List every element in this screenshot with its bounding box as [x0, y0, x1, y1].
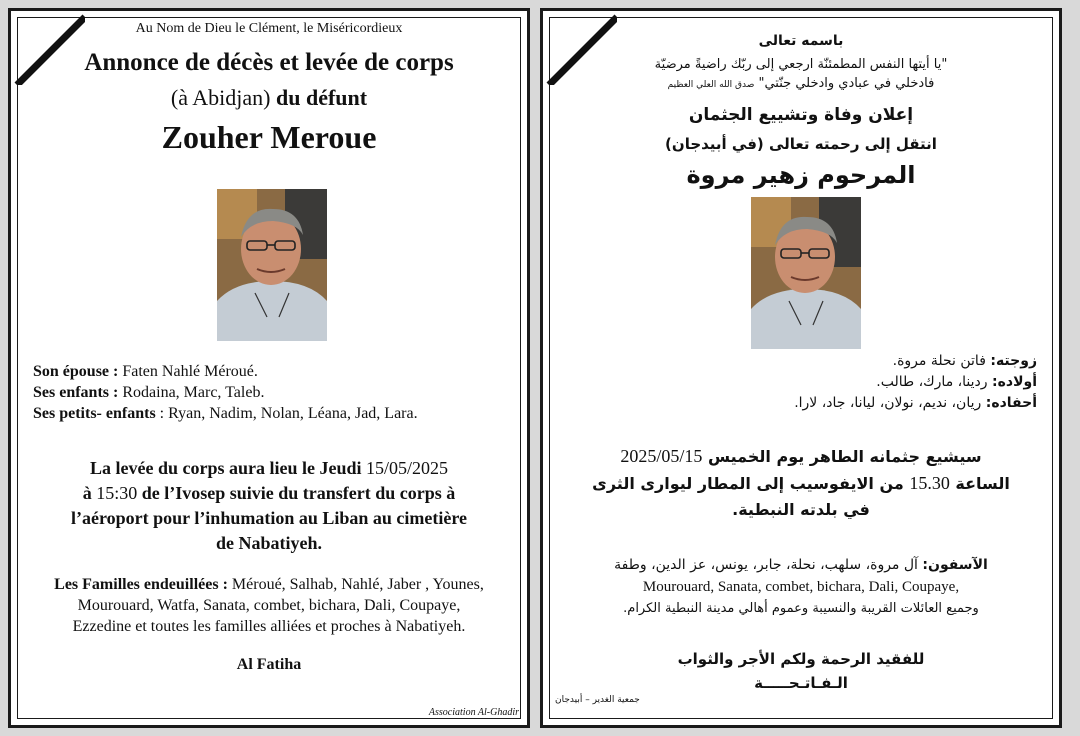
verse-block — [543, 55, 1059, 95]
spouse-label: Son épouse : — [33, 363, 119, 380]
closing-prayer — [543, 647, 1059, 695]
mourners-line-2: Mourouard, Watfa, Sanata, combet, bichara, Dali, Coupaye, — [77, 597, 461, 614]
mourners-line-3: Ezzedine et toutes les familles alliées et proches à Nabatiyeh. — [72, 618, 466, 635]
heading-subtitle: انتقل إلى رحمته تعالى (في أبيدجان) — [665, 135, 937, 153]
ceremony-intro: سيشيع جثمانه الطاهر يوم الخميس — [702, 447, 982, 466]
portrait-photo — [751, 197, 861, 349]
ceremony-time: 15.30 — [909, 473, 950, 493]
ceremony-time: 15:30 — [96, 483, 138, 503]
ceremony-transfer: de l’Ivosep suivie du transfert du corps à — [137, 483, 456, 503]
ceremony-paragraph — [11, 456, 527, 556]
ceremony-line-3: في بلدته النبطية. — [732, 500, 870, 519]
ceremony-line-1 — [11, 456, 527, 481]
ceremony-date: 2025/05/15 — [620, 446, 703, 466]
deceased-name: المرحوم زهير مروة — [686, 161, 916, 189]
grandchildren-line — [794, 393, 1037, 414]
closing-line-2: الـفـاتـحـــــة — [754, 674, 848, 692]
verse-text-2: فادخلي في عبادي وادخلي جنّتي" — [758, 76, 935, 91]
children-label: Ses enfants : — [33, 384, 119, 401]
mourners-line-1 — [11, 574, 527, 595]
ceremony-line-3: l’aéroport pour l’inhumation au Liban au cimetière — [70, 508, 468, 528]
mourners-names-1: Méroué, Salhab, Nahlé, Jaber , Younes, — [227, 576, 484, 593]
children-label: أولاده: — [992, 374, 1037, 390]
arabic-announcement-card — [540, 8, 1062, 728]
children-value: ردينا، مارك، طالب. — [876, 374, 993, 390]
closing-line-1: للفقيد الرحمة ولكم الأجر والثواب — [677, 650, 925, 668]
invocation-text: باسمه تعالى — [758, 33, 844, 49]
ceremony-date: 15/05/2025 — [365, 458, 448, 478]
french-announcement-card — [8, 8, 530, 728]
mourners-names-1: آل مروة، سلهب، نحلة، جابر، يونس، عز الدين، وطفة — [614, 557, 923, 573]
grandchildren-line — [33, 403, 418, 424]
family-list — [33, 361, 418, 424]
footer-association: جمعية الغدير – أبيدجان — [555, 695, 640, 705]
family-list — [794, 351, 1037, 414]
ceremony-line-2 — [11, 481, 527, 506]
spouse-line — [33, 361, 418, 382]
mourners-paragraph — [543, 554, 1059, 620]
mourners-label: الآسفون: — [922, 557, 988, 573]
heading-subtitle — [11, 85, 527, 111]
heading-title: إعلان وفاة وتشييع الجثمان — [688, 105, 914, 125]
grandchildren-value: ريان، نديم، نولان، ليانا، جاد، لارا. — [794, 395, 986, 411]
portrait-photo — [217, 189, 327, 341]
ceremony-transfer: من الايفوسيب إلى المطار ليوارى الثرى — [592, 474, 910, 493]
mourners-paragraph — [11, 574, 527, 637]
spouse-value: فاتن نحلة مروة. — [892, 353, 991, 369]
grandchildren-label: أحفاده: — [985, 395, 1037, 411]
ceremony-line-2 — [543, 470, 1059, 497]
ceremony-paragraph — [543, 443, 1059, 523]
mourners-line-3: وجميع العائلات القريبة والنسيبة وعموم أهالي مدينة النبطية الكرام. — [623, 601, 979, 616]
children-line — [33, 382, 418, 403]
verse-line-2 — [543, 74, 1059, 95]
ceremony-line-1 — [543, 443, 1059, 470]
footer-association: Association Al-Ghadir — [428, 707, 519, 718]
children-value: Rodaina, Marc, Taleb. — [122, 384, 265, 401]
verse-line-1: "يا أيتها النفس المطمئنّة ارجعي إلى ربّك راضيةً مرضيّة — [654, 57, 948, 72]
heading-title: Annonce de décès et levée de corps — [84, 49, 454, 76]
mourners-line-1 — [543, 554, 1059, 576]
grandchildren-label: Ses petits- enfants — [33, 405, 156, 422]
ceremony-intro: La levée du corps aura lieu le Jeudi — [89, 458, 366, 478]
mourners-line-2: Mourouard, Sanata, combet, bichara, Dali, Coupaye, — [642, 579, 960, 595]
ceremony-line-4: de Nabatiyeh. — [215, 533, 322, 553]
children-line — [794, 372, 1037, 393]
spouse-value: Faten Nahlé Méroué. — [122, 363, 258, 380]
closing-prayer: Al Fatiha — [236, 656, 302, 673]
defunct-label: du défunt — [270, 85, 368, 110]
invocation-text: Au Nom de Dieu le Clément, le Miséricordieux — [135, 21, 403, 36]
ceremony-hour-label: الساعة — [949, 474, 1010, 493]
grandchildren-value: : Ryan, Nadim, Nolan, Léana, Jad, Lara. — [159, 405, 418, 422]
location-text: (à Abidjan) — [170, 85, 271, 110]
verse-attribution: صدق الله العلي العظيم — [667, 80, 755, 90]
spouse-line — [794, 351, 1037, 372]
mourners-label: Les Familles endeuillées : — [54, 576, 228, 593]
spouse-label: زوجته: — [990, 353, 1037, 369]
ceremony-at: à — [82, 483, 97, 503]
deceased-name: Zouher Meroue — [161, 119, 377, 155]
